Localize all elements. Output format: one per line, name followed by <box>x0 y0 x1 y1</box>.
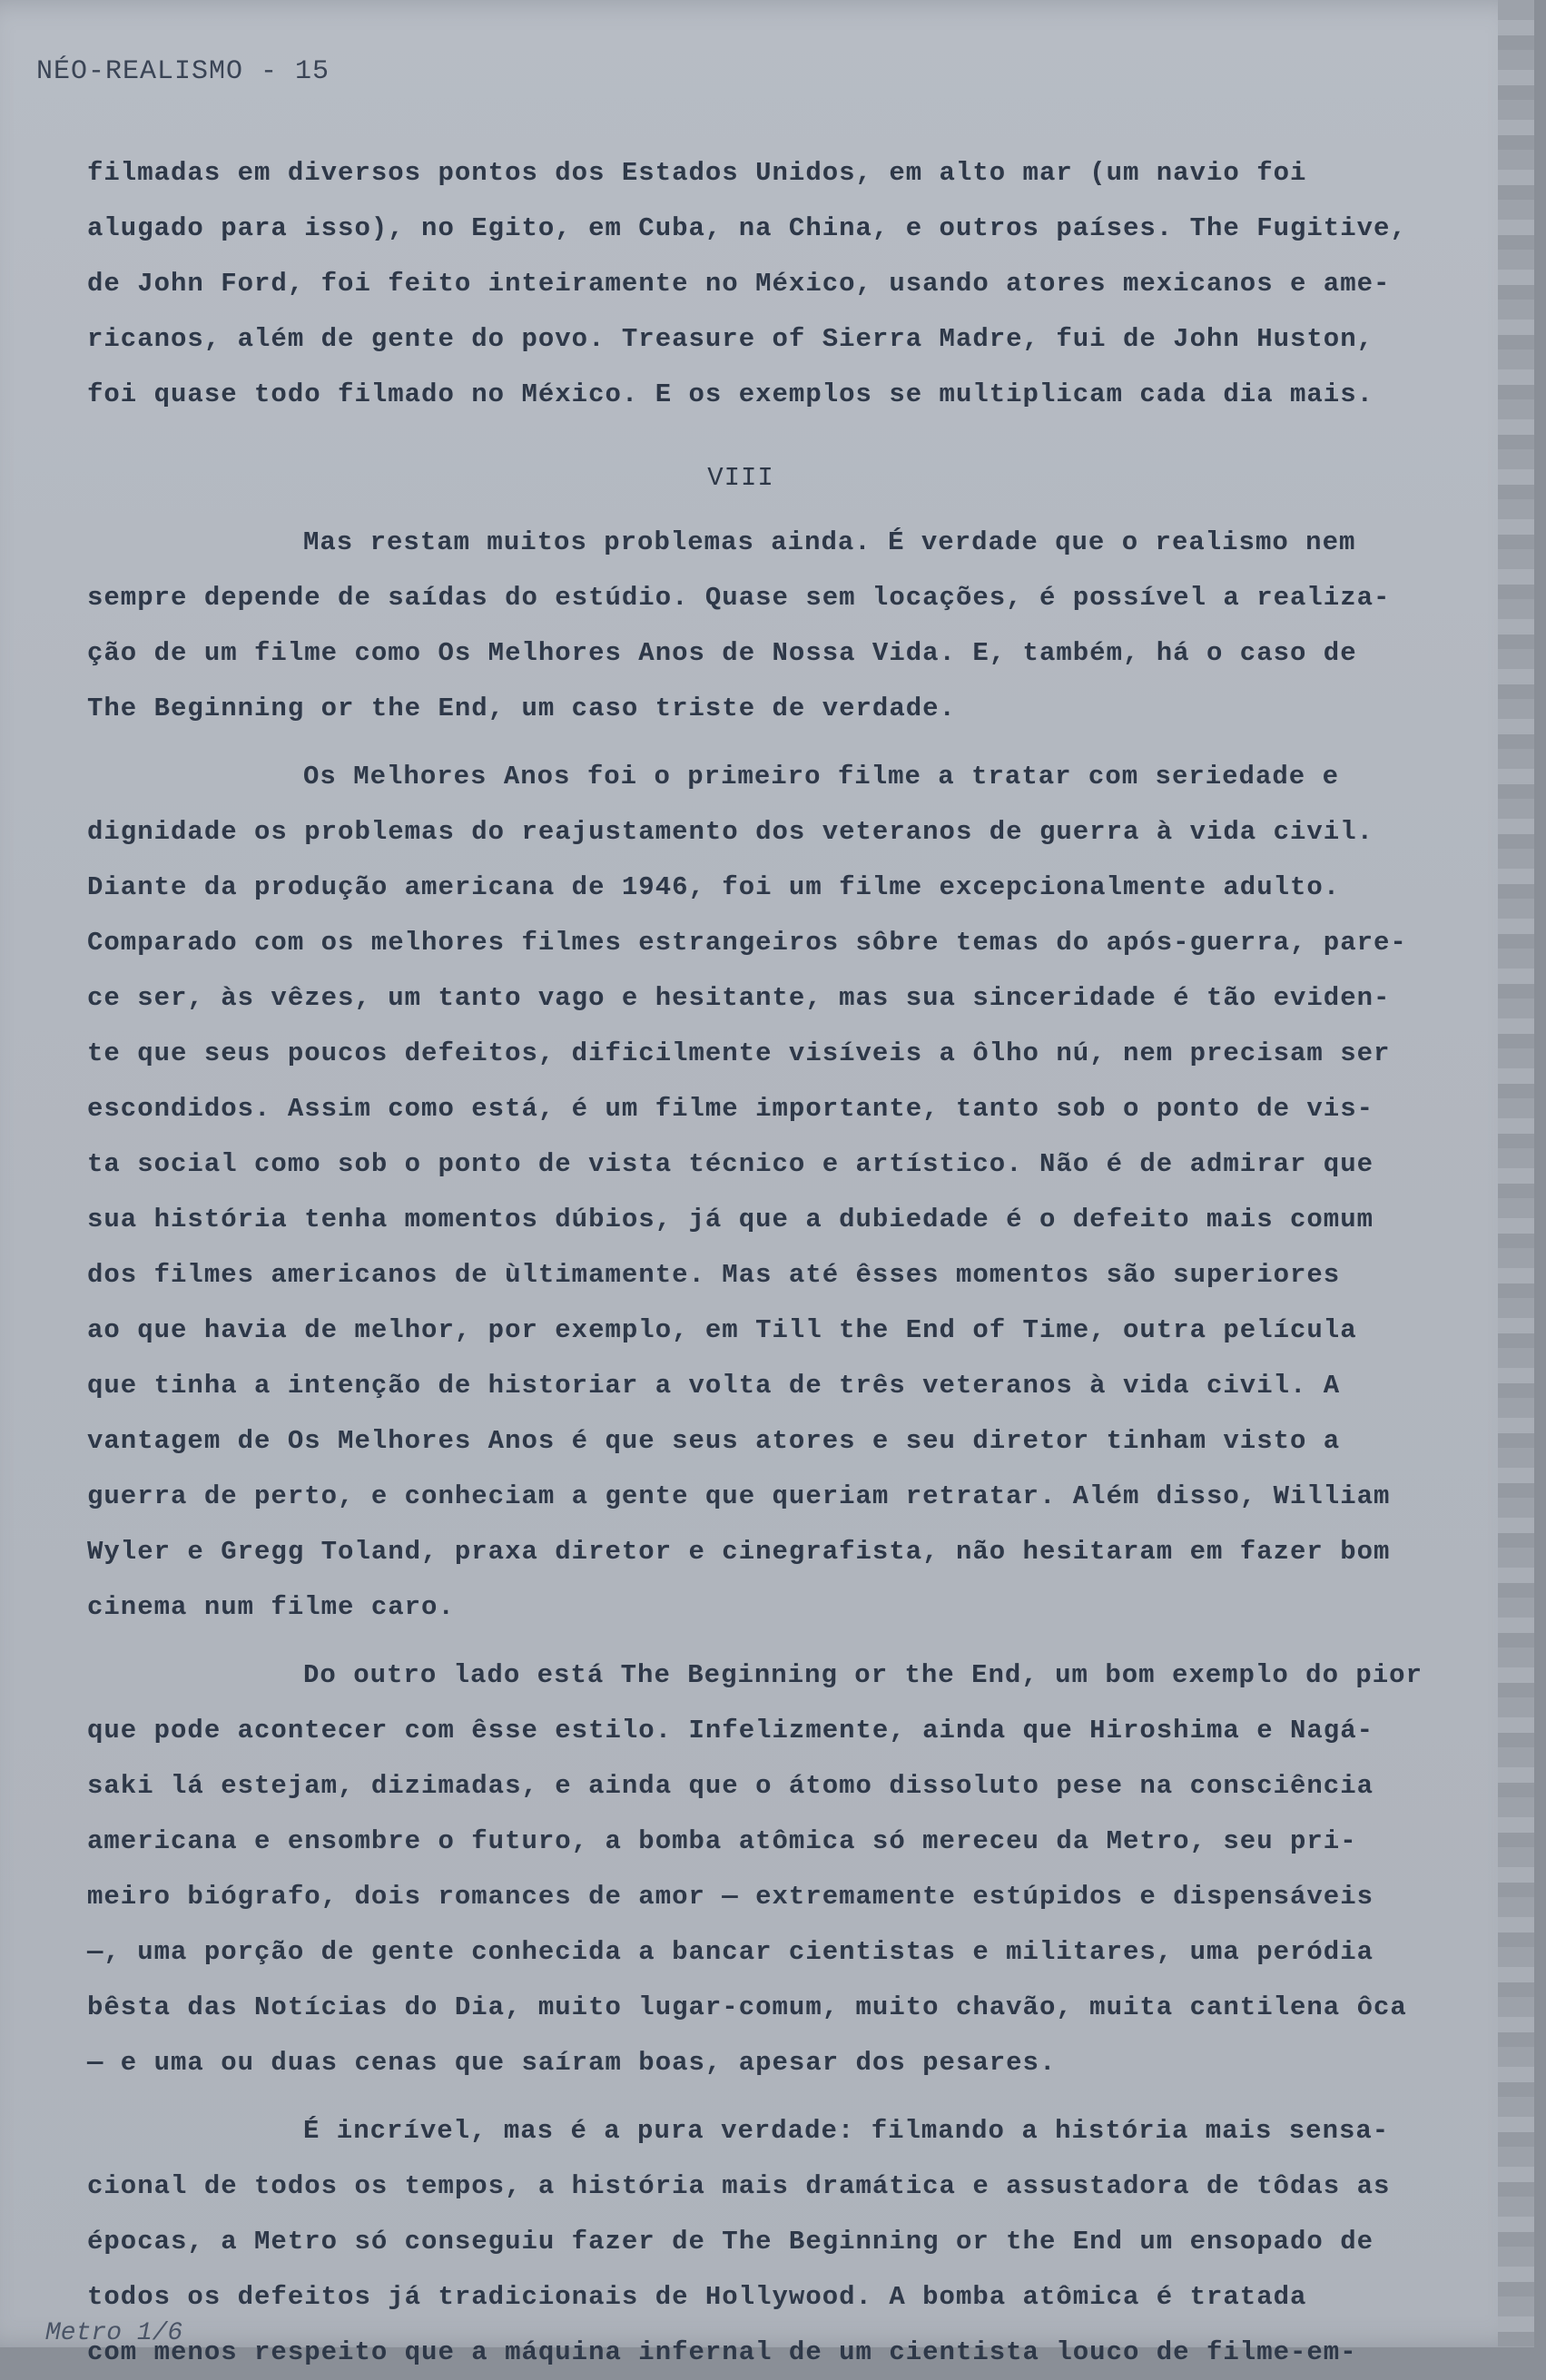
text-line: filmadas em diversos pontos dos Estados Unidos, em alto mar (um navio foi <box>87 158 1307 188</box>
text-line: dignidade os problemas do reajustamento dos veteranos de guerra à vida civil. <box>87 817 1374 847</box>
text-line: que pode acontecer com êsse estilo. Infelizmente, ainda que Hiroshima e Nagá- <box>87 1716 1374 1746</box>
text-line: bêsta das Notícias do Dia, muito lugar-comum, muito chavão, muita cantilena ôca <box>87 1992 1407 2022</box>
text-line: Wyler e Gregg Toland, praxa diretor e cinegrafista, não hesitaram em fazer bom <box>87 1537 1391 1567</box>
text-line: com menos respeito que a máquina infernal de um cientista louco de filme-em- <box>87 2337 1357 2367</box>
text-line: ao que havia de melhor, por exemplo, em Till the End of Time, outra película <box>87 1315 1357 1345</box>
text-line: todos os defeitos já tradicionais de Hollywood. A bomba atômica é tratada <box>87 2282 1307 2312</box>
text-line: saki lá estejam, dizimadas, e ainda que o átomo dissoluto pese na consciência <box>87 1771 1374 1801</box>
text-line: escondidos. Assim como está, é um filme importante, tanto sob o ponto de vis- <box>87 1094 1374 1124</box>
text-line: cinema num filme caro. <box>87 1592 455 1622</box>
text-line: sua história tenha momentos dúbios, já que a dubiedade é o defeito mais comum <box>87 1205 1374 1234</box>
text-line: americana e ensombre o futuro, a bomba atômica só mereceu da Metro, seu pri- <box>87 1826 1357 1856</box>
text-line: alugado para isso), no Egito, em Cuba, na China, e outros países. The Fugitive, <box>87 213 1407 243</box>
text-line: É incrível, mas é a pura verdade: filmando a história mais sensa- <box>303 2116 1390 2146</box>
text-line: Diante da produção americana de 1946, foi um filme excepcionalmente adulto. <box>87 872 1341 902</box>
text-line: sempre depende de saídas do estúdio. Quase sem locações, é possível a realiza- <box>87 583 1391 613</box>
text-line: vantagem de Os Melhores Anos é que seus atores e seu diretor tinham visto a <box>87 1426 1341 1456</box>
text-line: épocas, a Metro só conseguiu fazer de The Beginning or the End um ensopado de <box>87 2227 1374 2257</box>
text-line: te que seus poucos defeitos, dificilmente visíveis a ôlho nú, nem precisam ser <box>87 1038 1391 1068</box>
paragraph-3 <box>87 749 1521 1635</box>
text-line: guerra de perto, e conheciam a gente que queriam retratar. Além disso, William <box>87 1481 1391 1511</box>
text-line: dos filmes americanos de ùltimamente. Mas até êsses momentos são superiores <box>87 1260 1341 1290</box>
text-line: foi quase todo filmado no México. E os exemplos se multiplicam cada dia mais. <box>87 379 1374 409</box>
text-line: ce ser, às vêzes, um tanto vago e hesitante, mas sua sinceridade é tão eviden- <box>87 983 1391 1013</box>
text-line: Mas restam muitos problemas ainda. É verdade que o realismo nem <box>303 527 1356 557</box>
text-line: ta social como sob o ponto de vista técnico e artístico. Não é de admirar que <box>87 1149 1374 1179</box>
paragraph-2 <box>87 515 1521 736</box>
section-heading: VIII <box>707 463 774 493</box>
text-line: que tinha a intenção de historiar a volta de três veteranos à vida civil. A <box>87 1371 1341 1401</box>
document-body <box>87 145 1521 2380</box>
paragraph-1 <box>87 145 1521 422</box>
text-line: Comparado com os melhores filmes estrangeiros sôbre temas do após-guerra, pare- <box>87 928 1407 958</box>
paragraph-5 <box>87 2103 1521 2380</box>
text-line: ricanos, além de gente do povo. Treasure of Sierra Madre, fui de John Huston, <box>87 324 1374 354</box>
text-line: The Beginning or the End, um caso triste de verdade. <box>87 693 956 723</box>
text-line: Os Melhores Anos foi o primeiro filme a tratar com seriedade e <box>303 762 1339 792</box>
paragraph-4 <box>87 1647 1521 2090</box>
text-line: — e uma ou duas cenas que saíram boas, apesar dos pesares. <box>87 2048 1057 2078</box>
text-line: Do outro lado está The Beginning or the End, um bom exemplo do pior <box>303 1660 1423 1690</box>
text-line: cional de todos os tempos, a história mais dramática e assustadora de tôdas as <box>87 2171 1391 2201</box>
running-head: NÉO-REALISMO - 15 <box>36 56 330 87</box>
handwritten-fragment: Metro 1/6 <box>45 2319 183 2347</box>
text-line: meiro biógrafo, dois romances de amor — extremamente estúpidos e dispensáveis <box>87 1882 1374 1912</box>
text-line: —, uma porção de gente conhecida a bancar cientistas e militares, uma peródia <box>87 1937 1374 1967</box>
text-line: de John Ford, foi feito inteiramente no México, usando atores mexicanos e ame- <box>87 269 1391 299</box>
text-line: ção de um filme como Os Melhores Anos de Nossa Vida. E, também, há o caso de <box>87 638 1357 668</box>
